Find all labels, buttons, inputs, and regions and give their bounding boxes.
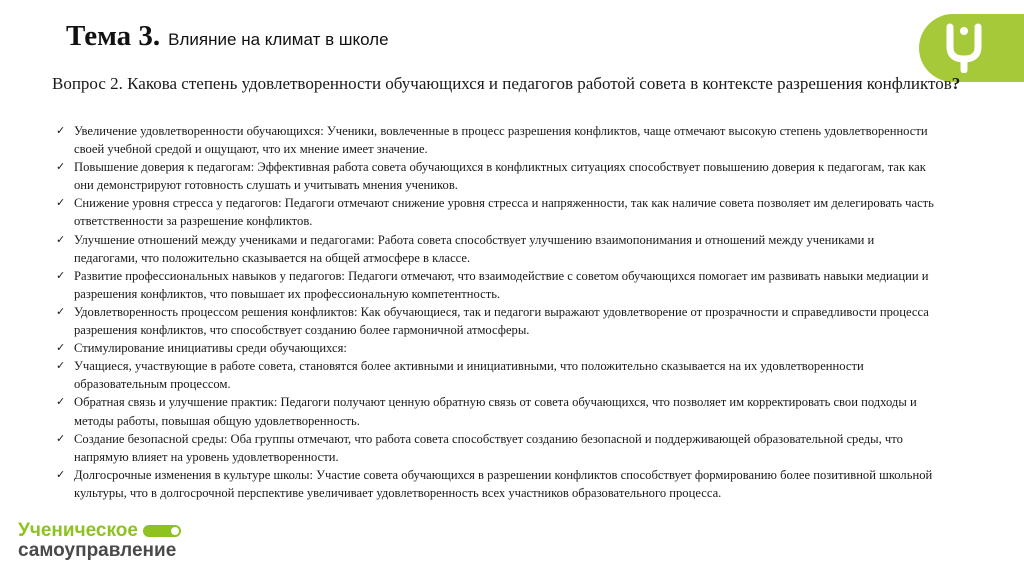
list-item-text: Повышение доверия к педагогам: Эффективная работа совета обучающихся в конфликтных ситуациях способствует повышению доверия к педагогам, так как они демонстрируют готовность слушать и учитывать мнения учеников. [74,160,926,193]
list-item [56,231,936,267]
list-item [56,267,936,303]
list-item-text: Обратная связь и улучшение практик: Педагоги получают ценную обратную связь от совета обучающихся, что позволяет им корректировать свои подходы и методы работы, повышая общую удовлетворенность. [74,395,917,428]
checkmark-icon: ✓ [56,268,66,282]
topic-title: Влияние на климат в школе [168,30,389,49]
brand-logo [18,521,181,561]
answer-list [56,122,936,502]
checkmark-icon: ✓ [56,160,66,174]
list-item-text: Удовлетворенность процессом решения конфликтов: Как обучающиеся, так и педагоги выражают удовлетворение от прозрачности и справедливости процесса разрешения конфликтов, что способствует созданию более гармоничной атмосферы. [74,304,929,338]
slide-title [66,20,389,53]
question-body: Вопрос 2. Какова степень удовлетворенности обучающихся и педагогов работой совета в контексте разрешения конфликтов [52,74,952,93]
list-item-text: Развитие профессиональных навыков у педагогов: Педагоги отмечают, что взаимодействие с советом обучающихся помогает им развивать навыки медиации и разрешения конфликтов, что повышает их профессиональную компетентность. [74,268,929,301]
list-item [56,158,936,194]
list-item-text: Увеличение удовлетворенности обучающихся: Ученики, вовлеченные в процесс разрешения конфликтов, чаще отмечают высокую степень удовлетворенности своей учебной средой и ощущают, что их мнение имеет значение. [74,124,928,157]
u-letter-logo-icon [942,23,986,73]
checkmark-icon: ✓ [56,232,66,246]
list-item [56,122,936,158]
toggle-pill-icon [143,525,181,537]
list-item [56,357,936,393]
list-item [56,430,936,466]
topic-number: Тема 3. [66,20,161,52]
checkmark-icon: ✓ [56,196,66,210]
checkmark-icon: ✓ [56,431,66,445]
question-text [52,73,977,94]
checkmark-icon: ✓ [56,304,66,318]
list-item-text: Снижение уровня стресса у педагогов: Педагоги отмечают снижение уровня стресса и напряженности, так как наличие совета позволяет им делегировать часть ответственности за разрешение конфликтов. [74,196,934,229]
list-item [56,393,936,429]
list-item [56,466,936,502]
brand-word-1: Ученическое [18,520,138,541]
list-item-text: Учащиеся, участвующие в работе совета, становятся более активными и инициативными, что положительно сказывается на их удовлетворенности образовательным процессом. [74,359,864,392]
list-item [56,303,936,339]
list-item-text: Создание безопасной среды: Оба группы отмечают, что работа совета способствует созданию безопасной и поддерживающей образовательной среды, что напрямую влияет на уровень удовлетворенности. [74,431,903,464]
brand-line-1 [18,521,181,541]
checkmark-icon: ✓ [56,395,66,409]
checkmark-icon: ✓ [56,359,66,373]
list-item-text: Долгосрочные изменения в культуре школы: Участие совета обучающихся в разрешении конфликтов способствует формированию более позитивной школьной культуры, что в долгосрочной перспективе увеличивает удовлетворенность всех участников образовательного процесса. [74,467,933,500]
checkmark-icon: ✓ [56,124,66,137]
list-item [56,194,936,230]
logo-badge [919,14,1024,82]
checkmark-icon: ✓ [56,341,66,355]
list-item-text: Улучшение отношений между учениками и педагогами: Работа совета способствует улучшению взаимопонимания и отношений между учениками и педагогами, что положительно сказывается на общей атмосфере в классе. [74,232,875,265]
list-item-text: Стимулирование инициативы среди обучающихся: [74,341,347,356]
brand-word-2: самоуправление [18,540,177,561]
question-mark: ? [951,74,961,93]
list-item [56,339,936,357]
checkmark-icon: ✓ [56,467,66,481]
